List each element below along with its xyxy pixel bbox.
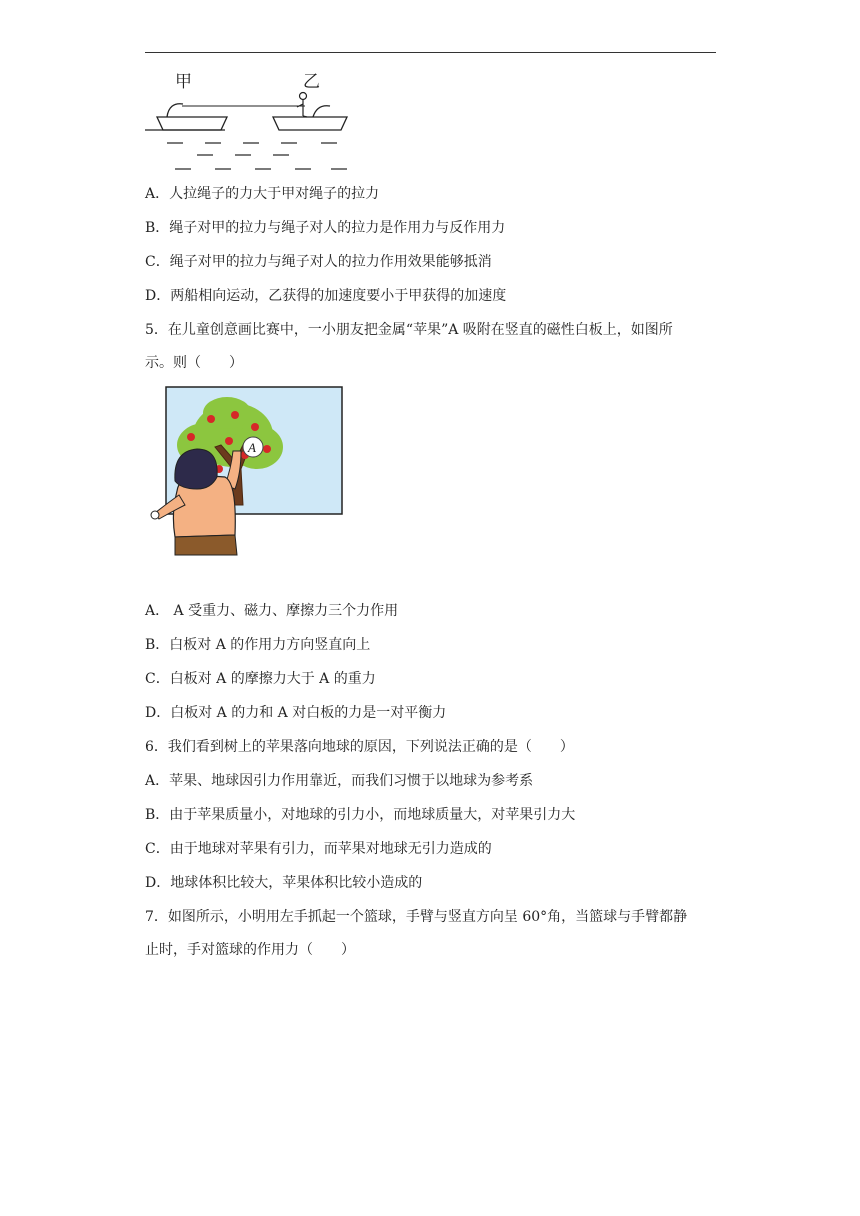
q4-option-a: A．人拉绳子的力大于甲对绳子的拉力 [145, 186, 380, 202]
q6-option-b: B．由于苹果质量小，对地球的引力小，而地球质量大，对苹果引力大 [145, 807, 576, 823]
q6-option-a: A．苹果、地球因引力作用靠近，而我们习惯于以地球为参考系 [145, 773, 534, 789]
label-jia: 甲 [175, 72, 192, 92]
q4-option-b: B．绳子对甲的拉力与绳子对人的拉力是作用力与反作用力 [145, 220, 506, 236]
q6-option-d: D．地球体积比较大，苹果体积比较小造成的 [145, 875, 423, 891]
header-rule [145, 52, 716, 53]
person [300, 93, 307, 100]
boat-yi [273, 117, 347, 130]
q7-stem-line1: 7．如图所示，小明用左手抓起一个篮球，手臂与竖直方向呈 60°角，当篮球与手臂都静 [145, 909, 688, 925]
water-dashes [167, 143, 347, 169]
boat-jia [157, 117, 227, 130]
label-yi: 乙 [303, 72, 320, 92]
whiteboard-figure [145, 385, 350, 557]
q5-option-b: B．白板对 A 的作用力方向竖直向上 [145, 637, 371, 653]
q5-stem-line1: 5．在儿童创意画比赛中，一小朋友把金属“苹果”A 吸附在竖直的磁性白板上，如图所 [145, 322, 673, 338]
boats-figure [145, 66, 360, 178]
q4-option-c: C．绳子对甲的拉力与绳子对人的拉力作用效果能够抵消 [145, 254, 492, 270]
q7-stem-line2: 止时，手对篮球的作用力（ ） [145, 942, 355, 958]
q5-stem-line2: 示。则（ ） [145, 355, 243, 371]
q6-option-c: C．由于地球对苹果有引力，而苹果对地球无引力造成的 [145, 841, 492, 857]
q6-stem: 6．我们看到树上的苹果落向地球的原因，下列说法正确的是（ ） [145, 739, 574, 755]
q5-option-a: A． A 受重力、磁力、摩擦力三个力作用 [145, 603, 399, 619]
q4-option-d: D．两船相向运动，乙获得的加速度要小于甲获得的加速度 [145, 288, 507, 304]
q5-option-d: D．白板对 A 的力和 A 对白板的力是一对平衡力 [145, 705, 447, 721]
apple-a-label: A [248, 440, 256, 455]
q5-option-c: C．白板对 A 的摩擦力大于 A 的重力 [145, 671, 376, 687]
